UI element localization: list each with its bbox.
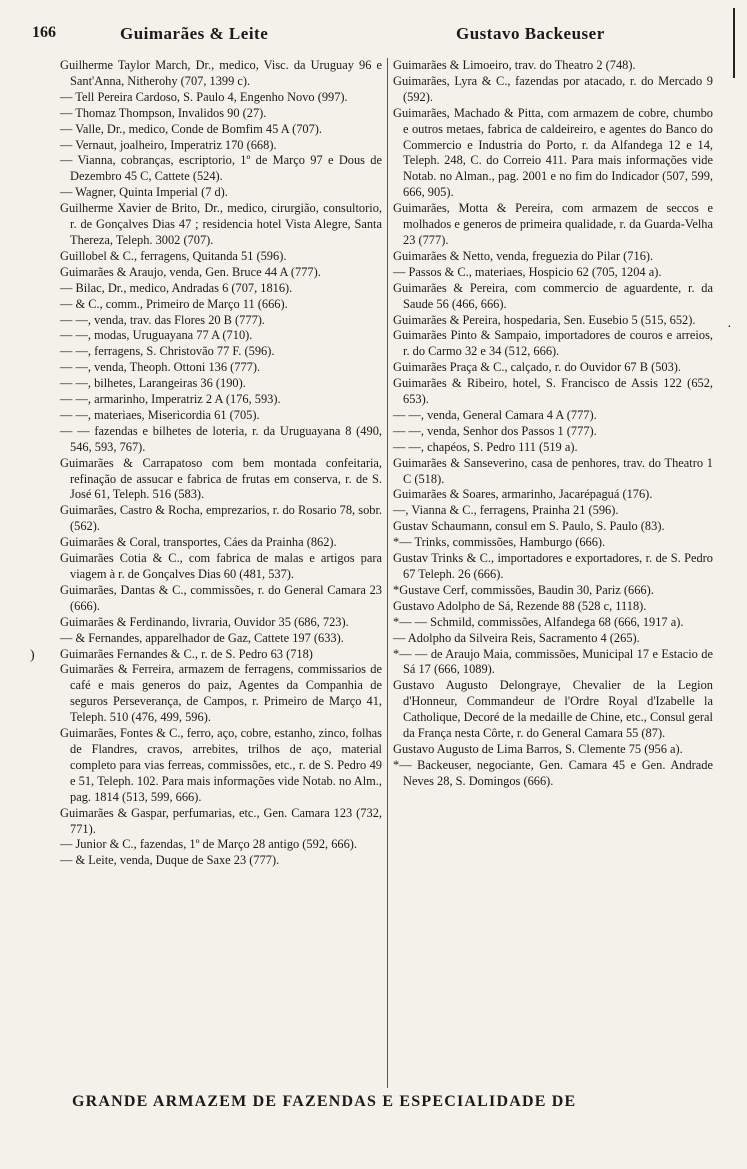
margin-rule [733,8,735,78]
directory-entry: — & Fernandes, apparelhador de Gaz, Cattete 197 (633). [60,630,344,645]
directory-entry: Guimarães, Lyra & C., fazendas por atacado, r. do Mercado 9 (592). [393,73,713,104]
directory-entry: Guimarães & Pereira, com commercio de aguardente, r. da Saude 56 (466, 666). [393,280,713,311]
directory-entry: — —, venda, Theoph. Ottoni 136 (777). [60,360,261,375]
directory-entry: — Valle, Dr., medico, Conde de Bomfim 45 A (707). [60,121,323,136]
directory-entry: Guimarães & Limoeiro, trav. do Theatro 2 (748). [393,58,636,72]
directory-entry: Gustavo Adolpho de Sá, Rezende 88 (528 c, 1118). [393,598,647,613]
directory-entry: — — fazendas e bilhetes de loteria, r. da Uruguayana 8 (490, 546, 593, 767). [60,423,382,454]
directory-entry: — Tell Pereira Cardoso, S. Paulo 4, Engenho Novo (997). [60,89,348,104]
directory-entry: — Adolpho da Silveira Reis, Sacramento 4 (265). [393,630,640,645]
margin-mark: · [727,320,732,335]
directory-entry: Gustav Trinks & C., importadores e exportadores, r. de S. Pedro 67 Teleph. 26 (666). [393,551,713,581]
directory-entry: Guilherme Taylor March, Dr., medico, Visc. da Uruguay 96 e Sant'Anna, Nitherohy (707, 1399 c). [60,58,382,88]
directory-entry: Guimarães, Fontes & C., ferro, aço, cobre, estanho, zinco, folhas de Flandres, cravos, arrebites, trilhos de aço, material completo para vias ferreas, commissões, etc., r. de S. Pedro 49 e 51, Teleph. 102. Para mais informações vide Notab. no Alm., pag. 1814 (513, 599, 666). [60,726,382,804]
directory-entry: Guimarães Fernandes & C., r. de S. Pedro 63 (718) [60,646,313,661]
directory-entry: — Wagner, Quinta Imperial (7 d). [60,185,228,200]
directory-entry: Guimarães & Coral, transportes, Cáes da Prainha (862). [60,535,337,550]
directory-entry: — Passos & C., materiaes, Hospicio 62 (705, 1204 a). [393,264,662,279]
directory-entry: — —, venda, trav. das Flores 20 B (777). [60,312,265,327]
directory-entry: Guimarães & Pereira, hospedaria, Sen. Eusebio 5 (515, 652). [393,312,696,327]
directory-entry: Guilherme Xavier de Brito, Dr., medico, cirurgião, consultorio, r. de Gonçalves Dias 47 ; residencia hotel Vista Alegre, Santa Thereza, Teleph. 3002 (707). [60,201,382,247]
directory-entry: Guimarães Cotia & C., com fabrica de malas e artigos para viagem à r. de Gonçalves Dias 60 (481, 537). [60,551,382,581]
page-number: 166 [32,24,56,41]
directory-entry: Guillobel & C., ferragens, Quitanda 51 (596). [60,248,287,263]
directory-entry: *— — de Araujo Maia, commissões, Municipal 17 e Estacio de Sá 17 (666, 1089). [393,646,713,677]
directory-entry: Guimarães & Ferdinando, livraria, Ouvidor 35 (686, 723). [60,614,349,629]
directory-entry: — & Leite, venda, Duque de Saxe 23 (777). [60,853,280,868]
directory-entry: *Gustave Cerf, commissões, Baudin 30, Pariz (666). [393,582,654,597]
directory-entry: — —, armarinho, Imperatriz 2 A (176, 593). [60,392,281,407]
footer-banner: GRANDE ARMAZEM DE FAZENDAS E ESPECIALIDADE DE [72,1093,577,1110]
directory-entry: Guimarães Praça & C., calçado, r. do Ouvidor 67 B (503). [393,360,682,375]
directory-entry: — & C., comm., Primeiro de Março 11 (666). [60,296,288,311]
directory-entry: Guimarães & Ribeiro, hotel, S. Francisco de Assis 122 (652, 653). [393,376,713,407]
directory-entry: — —, ferragens, S. Christovão 77 F. (596). [60,344,275,359]
directory-entry: — —, chapéos, S. Pedro 111 (519 a). [393,439,578,454]
directory-entry: — Thomaz Thompson, Invalidos 90 (27). [60,105,267,120]
directory-entry: Guimarães & Gaspar, perfumarias, etc., Gen. Camara 123 (732, 771). [60,805,382,836]
directory-entry: — Bilac, Dr., medico, Andradas 6 (707, 1816). [60,280,293,295]
directory-entry: Guimarães & Sanseverino, casa de penhores, trav. do Theatro 1 C (518). [393,455,713,486]
directory-entry: Guimarães & Ferreira, armazem de ferragens, commissarios de café e mais generos do paiz, Agentes da Companhia de seguros Perseverança, de Campos, r. Primeiro de Março 41, Teleph. 510 (476, 499, 596). [60,662,382,725]
directory-entry: *— — Schmild, commissões, Alfandega 68 (666, 1917 a). [393,614,684,629]
page-header [32,24,712,50]
column-divider [387,58,388,1088]
right-column [393,58,713,790]
directory-entry: Guimarães Pinto & Sampaio, importadores de couros e arreios, r. do Carmo 32 e 34 (512, 666). [393,328,713,359]
directory-entry: — —, venda, Senhor dos Passos 1 (777). [393,423,597,438]
left-running-head: Guimarães & Leite [120,24,269,43]
directory-entry: — —, venda, General Camara 4 A (777). [393,407,597,422]
right-running-head: Gustavo Backeuser [456,24,605,43]
directory-entry: *— Trinks, commissões, Hamburgo (666). [393,535,606,550]
directory-entry: Guimarães, Castro & Rocha, emprezarios, r. do Rosario 78, sobr. (562). [60,503,382,534]
directory-entry: Guimarães & Carrapatoso com bem montada confeitaria, refinação de assucar e fabrica de frutas em conserva, r. de S. José 61, Teleph. 516 (583). [60,455,382,502]
directory-entry: Gustavo Augusto de Lima Barros, S. Clemente 75 (956 a). [393,741,683,756]
directory-entry: Gustav Schaumann, consul em S. Paulo, S. Paulo (83). [393,519,665,534]
directory-entry: — —, bilhetes, Larangeiras 36 (190). [60,376,246,391]
directory-entry: Gustavo Augusto Delongraye, Chevalier de la Legion d'Honneur, Commandeur de l'Ordre Royal d'Izabelle la Catholique, Decoré de la medaille de Chine, etc., Consul geral da França nesta Côrte, r. do General Camara 55 (87). [393,678,713,741]
directory-entry: Guimarães, Dantas & C., commissões, r. do General Camara 23 (666). [60,582,382,613]
directory-entry: *— Backeuser, negociante, Gen. Camara 45 e Gen. Andrade Neves 28, S. Domingos (666). [393,757,713,788]
directory-entry: — —, modas, Uruguayana 77 A (710). [60,328,253,343]
directory-entry: — Vianna, cobranças, escriptorio, 1º de Março 97 e Dous de Dezembro 45 C, Cattete (524). [60,153,382,184]
directory-entry: Guimarães & Netto, venda, freguezia do Pilar (716). [393,248,654,263]
directory-entry: — Junior & C., fazendas, 1º de Março 28 antigo (592, 666). [60,837,358,852]
left-column [60,58,382,869]
directory-entry: Guimarães & Araujo, venda, Gen. Bruce 44 A (777). [60,264,321,279]
directory-entry: —, Vianna & C., ferragens, Prainha 21 (596). [393,503,619,518]
directory-entry: Guimarães, Machado & Pitta, com armazem de cobre, chumbo e outros metaes, fabrica de caldeireiro, e agentes do Banco do Commercio e Industria do Porto, r. da Alfandega 12 e 14, Teleph. 248, C. do Correio 411. Para mais informações vide Notab. no Alman., pag. 2001 e no fim do Indicador (507, 599, 666, 905). [393,105,713,200]
directory-entry: — —, materiaes, Misericordia 61 (705). [60,407,260,422]
directory-entry: Guimarães, Motta & Pereira, com armazem de seccos e molhados e generos de primeira qualidade, r. da Guarda-Velha 23 (777). [393,201,713,247]
margin-mark: ) [30,648,35,663]
directory-entry: Guimarães & Soares, armarinho, Jacarépaguá (176). [393,487,653,502]
directory-entry: — Vernaut, joalheiro, Imperatriz 170 (668). [60,137,277,152]
